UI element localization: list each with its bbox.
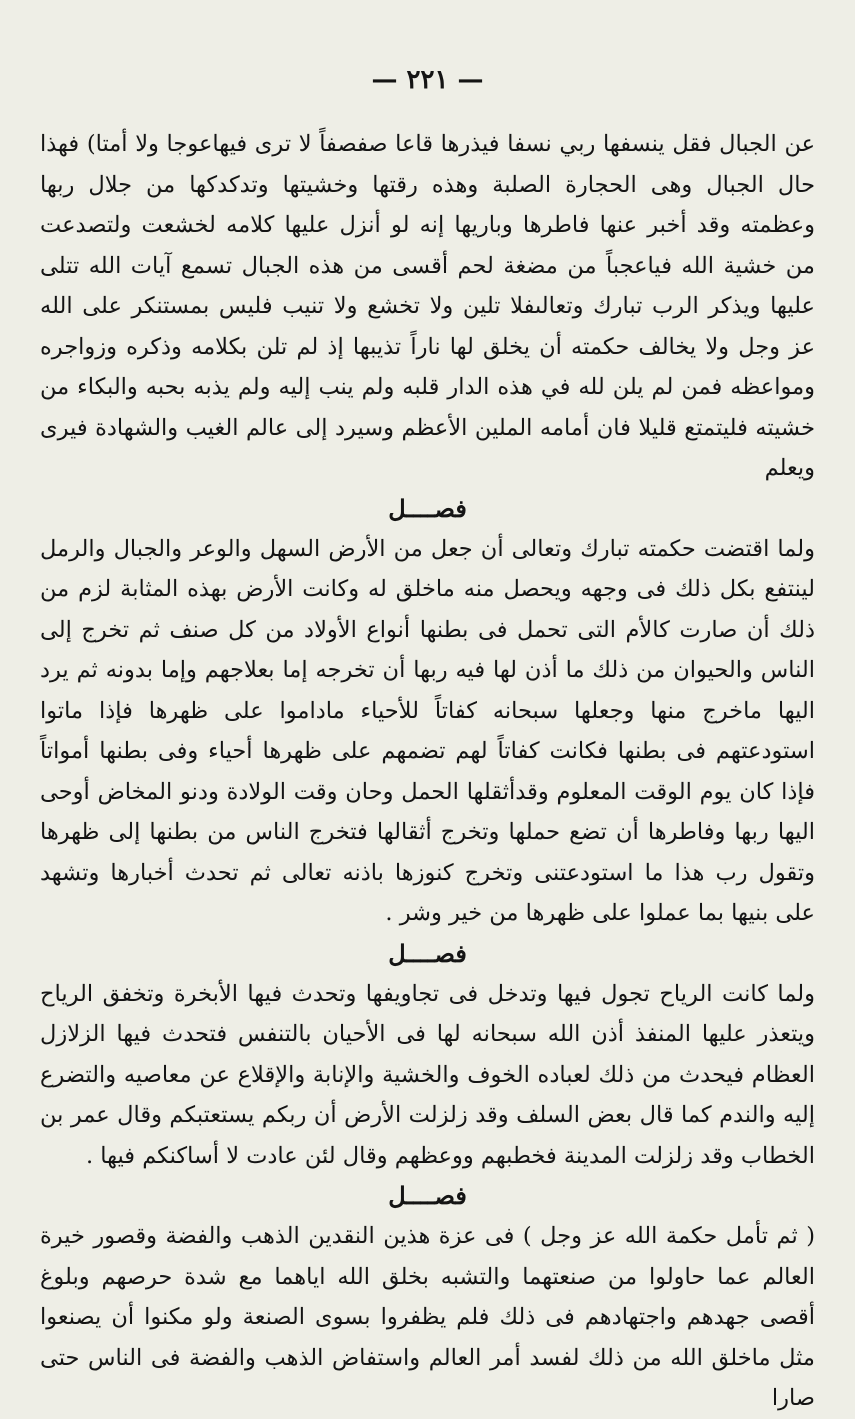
paragraph-gold-silver: ( ثم تأمل حكمة الله عز وجل ) فى عزة هذين النقدين الذهب والفضة وقصور خيرة العالم عما حاولوا من صنعتهما والتشبه بخلق الله اياهما مع شدة حرصهم وبلوغ أقصى جهدهم واجتهادهم فى ذلك فلم يظفروا بسوى الصنعة ولو مكنوا أن يصنعوا مثل ماخلق الله من ذلك لفسد أمر العالم واستفاض الذهب والفضة فى الناس حتى صارا (40, 1223, 815, 1411)
section-heading-fasl-1: فصــــل (388, 493, 467, 523)
paragraph-winds-earthquakes: ولما كانت الرياح تجول فيها وتدخل فى تجاويفها وتحدث فيها الأبخرة وتخفق الرياح ويتعذر عليها المنفذ أذن الله سبحانه لها فى الأحيان بالتنفس فتحدث فيها الزلازل العظام فيحدث من ذلك لعباده الخوف والخشية والإنابة والإقلاع عن معاصيه والتضرع إليه والندم كما قال بعض السلف وقد زلزلت الأرض أن ربكم يستعتبكم وقال عمر بن الخطاب وقد زلزلت المدينة فخطبهم ووعظهم وقال لئن عادت لا أساكنكم فيها . (40, 980, 815, 1169)
section-heading-fasl-3: فصــــل (388, 1181, 467, 1210)
paragraph-earth: ولما اقتضت حكمته تبارك وتعالى أن جعل من الأرض السهل والوعر والجبال والرمل لينتفع بكل ذلك فى وجهه ويحصل منه ماخلق له وكانت الأرض بهذه المثابة لزم من ذلك أن صارت كالأم التى تحمل فى بطنها أنواع الأولاد من كل صنف ثم تخرج إلى الناس والحيوان من ذلك ما أذن لها فيه ربها أن تخرجه إما بعلاجهم وإما بدونه ثم يرد اليها ماخرج منها وجعلها سبحانه كفاتاً للأحياء ماداموا على ظهرها فإذا ماتوا استودعتهم فى بطنها فكانت كفاتاً لهم تضمهم على ظهرها أحياء وفى بطنها أمواتاً فإذا كان يوم الوقت المعلوم وقدأثقلها الحمل وحان وقت الولادة ودنو المخاض أوحى اليها ربها وفاطرها أن تضع حملها وتخرج أثقالها فتخرج الناس من بطنها إلى ظهرها وتقول رب هذا ما استودعتنى وتخرج كنوزها باذنه تعالى ثم تحدث أخبارها وتشهد على بنيها بما عملوا على ظهرها من خير وشر . (40, 535, 815, 926)
page-number: — ٢٢١ — (371, 65, 484, 95)
paragraph-mountains: عن الجبال فقل ينسفها ربي نسفا فيذرها قاعا صفصفاً لا ترى فيهاعوجا ولا أمتا) فهذا حال الجبال وهى الحجارة الصلبة وهذه رقتها وخشيتها وتدكدكها من جلال ربها وعظمته وقد أخبر عنها فاطرها وباريها إنه لو أنزل عليها كلامه لخشعت ولتصدعت من خشية الله فياعجباً من مضغة لحم أقسى من هذه الجبال تسمع آيات الله تتلى عليها ويذكر الرب تبارك وتعالىفلا تلين ولا تخشع ولا تنيب فليس بمستنكر على الله عز وجل ولا يخالف حكمته أن يخلق لها ناراً تذيبها إذ لم تلن بكلامه وذكره وزواجره ومواعظه فمن لم يلن لله في هذه الدار قلبه ولم ينب إليه ولم يذبه بحبه والبكاء من خشيته فليتمتع قليلا فان أمامه الملين الأعظم وسيرد إلى عالم الغيب والشهادة فيرى ويعلم (40, 131, 815, 481)
section-heading-fasl-2: فصــــل (388, 938, 467, 968)
